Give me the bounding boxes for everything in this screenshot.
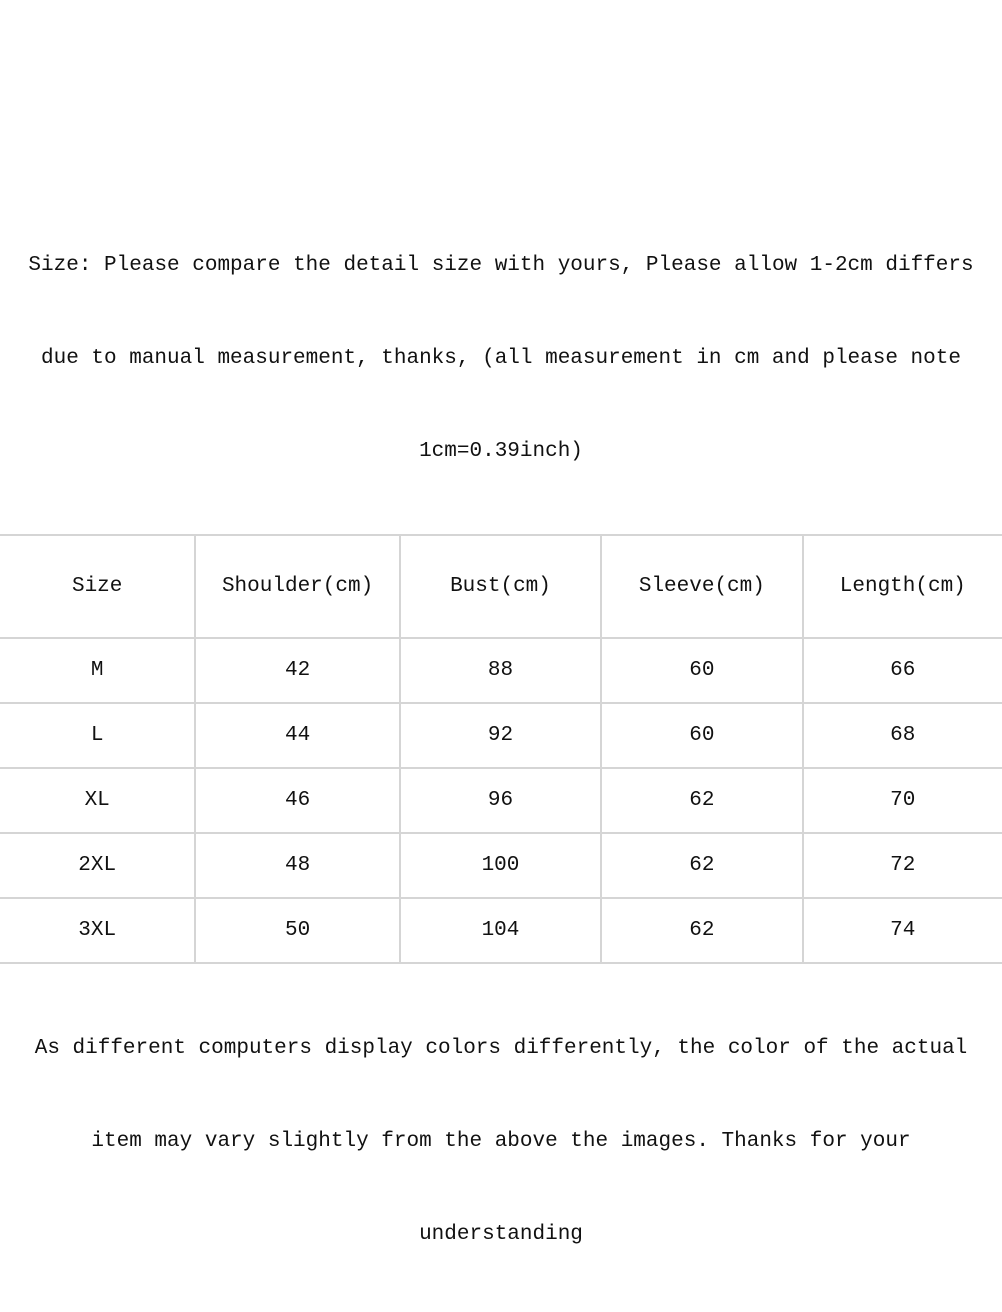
col-header-sleeve: Sleeve(cm) bbox=[601, 535, 802, 638]
col-header-length: Length(cm) bbox=[803, 535, 1002, 638]
table-row-l bbox=[0, 703, 1002, 768]
size-note-line-3: 1cm=0.39inch) bbox=[419, 440, 583, 463]
shoulder-cell: 46 bbox=[195, 768, 399, 833]
table-row-2xl bbox=[0, 833, 1002, 898]
size-table-header-row bbox=[0, 535, 1002, 638]
col-header-shoulder: Shoulder(cm) bbox=[195, 535, 399, 638]
col-header-bust: Bust(cm) bbox=[400, 535, 601, 638]
color-note-line-3: understanding bbox=[419, 1223, 583, 1246]
sleeve-cell: 62 bbox=[601, 898, 802, 963]
length-cell: 72 bbox=[803, 833, 1002, 898]
sleeve-cell: 60 bbox=[601, 638, 802, 703]
bust-cell: 88 bbox=[400, 638, 601, 703]
size-table bbox=[0, 534, 1002, 964]
shoulder-cell: 44 bbox=[195, 703, 399, 768]
length-cell: 74 bbox=[803, 898, 1002, 963]
color-note-line-2: item may vary slightly from the above the images. Thanks for your bbox=[91, 1130, 911, 1153]
size-cell: 2XL bbox=[78, 854, 117, 877]
size-cell: 3XL bbox=[78, 919, 117, 942]
sleeve-cell: 62 bbox=[601, 768, 802, 833]
bust-cell: 92 bbox=[400, 703, 601, 768]
size-note-line-2: due to manual measurement, thanks, (all measurement in cm and please note bbox=[41, 347, 961, 370]
size-cell: M bbox=[90, 659, 104, 682]
sleeve-cell: 60 bbox=[601, 703, 802, 768]
col-header-size: Size bbox=[71, 575, 123, 598]
size-cell: XL bbox=[84, 789, 110, 812]
table-row-3xl bbox=[0, 898, 1002, 963]
length-cell: 68 bbox=[803, 703, 1002, 768]
shoulder-cell: 50 bbox=[195, 898, 399, 963]
bust-cell: 104 bbox=[400, 898, 601, 963]
bust-cell: 100 bbox=[400, 833, 601, 898]
shoulder-cell: 42 bbox=[195, 638, 399, 703]
size-note-line-1: Size: Please compare the detail size with yours, Please allow 1-2cm differs bbox=[28, 254, 974, 277]
length-cell: 66 bbox=[803, 638, 1002, 703]
table-row-xl bbox=[0, 768, 1002, 833]
length-cell: 70 bbox=[803, 768, 1002, 833]
bust-cell: 96 bbox=[400, 768, 601, 833]
size-chart-image bbox=[0, 188, 1002, 1246]
color-disclaimer-note bbox=[0, 971, 1002, 1312]
size-cell: L bbox=[90, 724, 104, 747]
sleeve-cell: 62 bbox=[601, 833, 802, 898]
table-row-m bbox=[0, 638, 1002, 703]
shoulder-cell: 48 bbox=[195, 833, 399, 898]
size-note bbox=[0, 188, 1002, 529]
color-note-line-1: As different computers display colors differently, the color of the actual bbox=[34, 1037, 968, 1060]
